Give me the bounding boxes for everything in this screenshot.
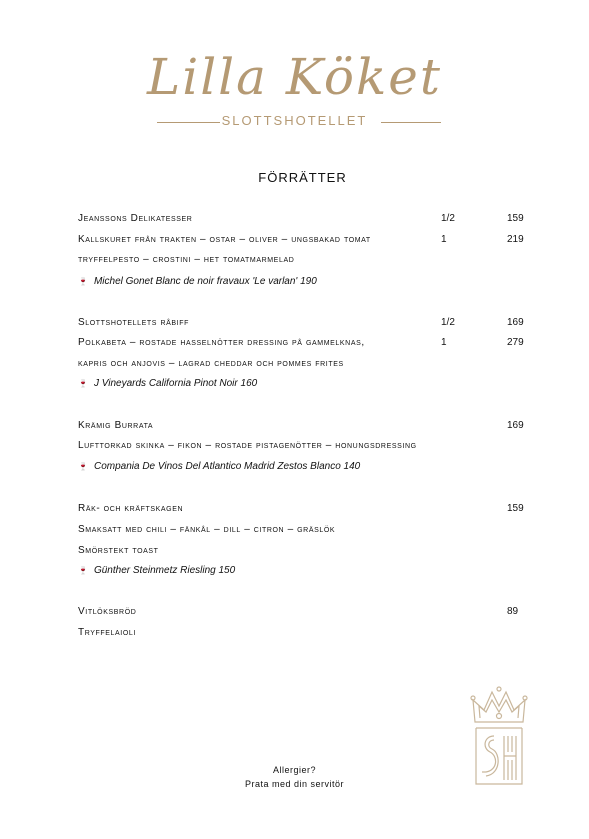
menu-item-qty: 1 [441, 337, 447, 348]
menu-item-price: 169 [507, 317, 524, 328]
section-title: FÖRRÄTTER [258, 170, 347, 185]
wine-pairing [78, 276, 317, 287]
menu-item-description: Kallskuret från trakten – ostar – oliver – ungsbakad tomat [78, 234, 371, 245]
menu-item-description: Lufttorkad skinka – fikon – rostade pistagenötter – honungsdressing [78, 440, 417, 451]
allergy-prompt: Prata med din servitör [244, 779, 345, 789]
wine-pairing [78, 461, 360, 472]
menu-item-description: Smörstekt toast [78, 545, 159, 556]
menu-item-price: 159 [507, 213, 524, 224]
wine-pairing [78, 565, 235, 576]
menu-item-name: Vitlöksbröd [78, 606, 137, 617]
menu-item-price: 219 [507, 234, 524, 245]
menu-item-name: Jeanssons Delikatesser [78, 213, 193, 224]
brand-rule-right [381, 122, 441, 123]
wine-name: Michel Gonet Blanc de noir fravaux 'Le varlan' 190 [93, 276, 317, 287]
menu-item-qty: 1/2 [441, 213, 455, 224]
wine-glass-icon: 🍷 [78, 379, 88, 388]
menu-item-name: Slottshotellets råbiff [78, 317, 189, 328]
menu-item-qty: 1 [441, 234, 447, 245]
menu-item-name: Räk- och kräftskagen [78, 503, 184, 514]
menu-item-description: Polkabeta – rostade hasselnötter dressing på gammelknas, [78, 337, 365, 348]
menu-item-price: 89 [507, 606, 519, 617]
menu-item-name: Krämig Burrata [78, 420, 154, 431]
wine-pairing [78, 378, 257, 389]
menu-item-price: 159 [507, 503, 524, 514]
menu-item-price: 169 [507, 420, 524, 431]
wine-glass-icon: 🍷 [78, 462, 88, 471]
wine-glass-icon: 🍷 [78, 566, 88, 575]
menu-item-description: tryffelpesto – crostini – het tomatmarmelad [78, 254, 295, 265]
wine-name: Compania De Vinos Del Atlantico Madrid Zestos Blanco 140 [93, 461, 361, 472]
menu-item-description: Smaksatt med chili – fänkål – dill – citron – gräslök [78, 524, 336, 535]
wine-glass-icon: 🍷 [78, 277, 88, 286]
wine-name: Günther Steinmetz Riesling 150 [93, 565, 236, 576]
allergy-question: Allergier? [272, 765, 317, 775]
menu-item-description: Tryffelaioli [78, 627, 136, 638]
menu-item-qty: 1/2 [441, 317, 455, 328]
brand-subtitle: SLOTTSHOTELLET [221, 113, 368, 128]
menu-item-price: 279 [507, 337, 524, 348]
brand-name: Lilla Köket [147, 48, 442, 106]
menu-item-description: kapris och anjovis – lagrad cheddar och pommes frites [78, 358, 344, 369]
wine-name: J Vineyards California Pinot Noir 160 [93, 378, 258, 389]
